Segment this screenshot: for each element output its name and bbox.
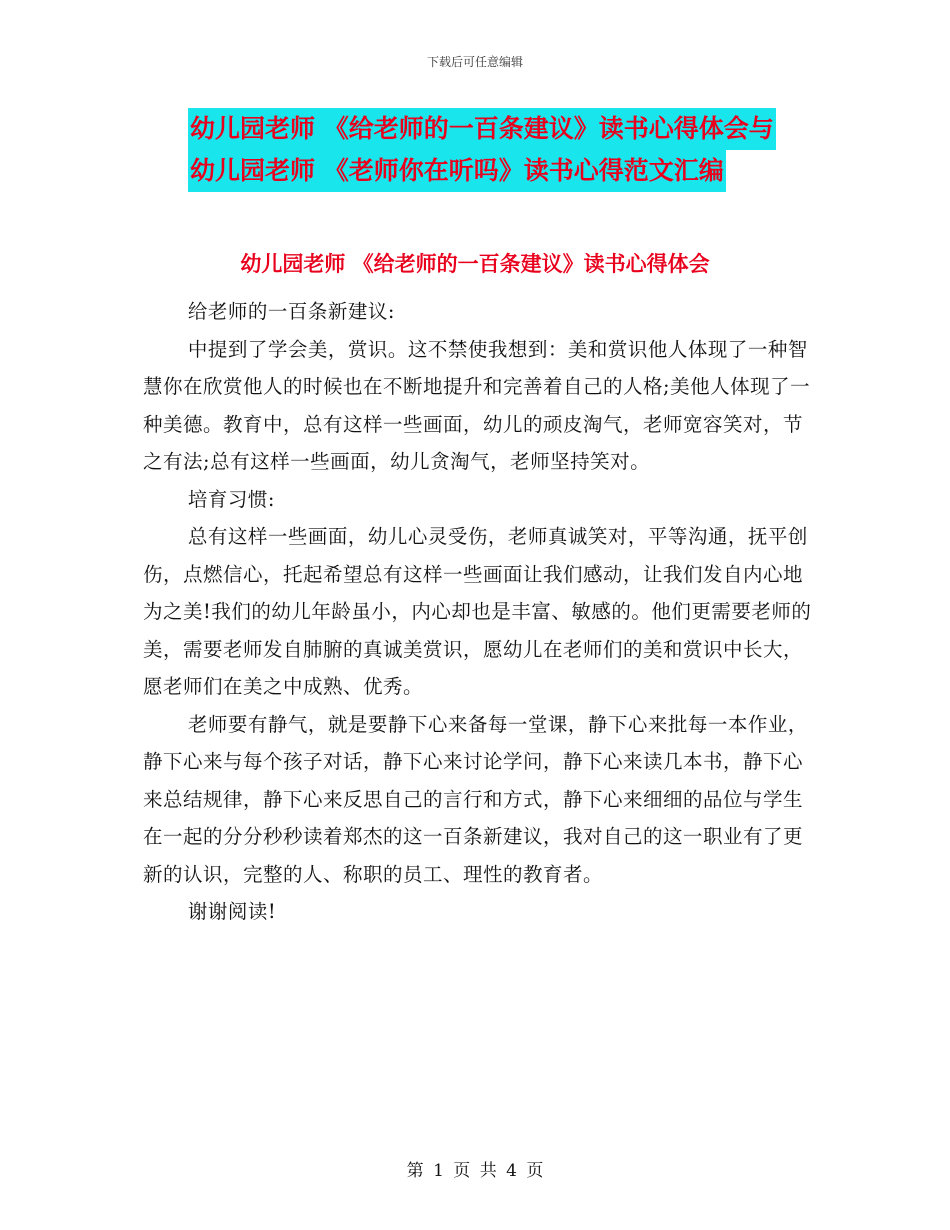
paragraph: 老师要有静气，就是要静下心来备每一堂课，静下心来批每一本作业，静下心来与每个孩子对话，静下心来讨论学问，静下心来读几本书，静下心来总结规律，静下心来反思自己的言行和方式，静下心来细细的品位与学生在一起的分分秒秒读着郑杰的这一百条新建议，我对自己的这一职业有了更新的认识，完整的人、称职的员工、理性的教育者。 [143, 712, 808, 886]
paragraph: 培育习惯: [187, 487, 275, 511]
main-title-line-2: 幼儿园老师 《老师你在听吗》读书心得范文汇编 [188, 150, 726, 192]
paragraph: 中提到了学会美，赏识。这不禁使我想到：美和赏识他人体现了一种智慧你在欣赏他人的时候也在不断地提升和完善着自己的人格;美他人体现了一种美德。教育中，总有这样一些画面，幼儿的顽皮淘气，老师宽容笑对，节之有法;总有这样一些画面，幼儿贪淘气，老师坚持笑对。 [143, 337, 811, 473]
header-note: 下载后可任意编辑 [426, 55, 523, 69]
paragraph: 给老师的一百条新建议: [187, 300, 395, 323]
paragraph: 总有这样一些画面，幼儿心灵受伤，老师真诚笑对，平等沟通，抚平创伤，点燃信心，托起希望总有这样一些画面让我们感动，让我们发自内心地为之美!我们的幼儿年龄虽小，内心却也是丰富、敏感的。他们更需要老师的美，需要老师发自肺腑的真诚美赏识，愿幼儿在老师们的美和赏识中长大，愿老师们在美之中成熟、优秀。 [143, 525, 812, 698]
main-title [188, 108, 828, 192]
body-text [143, 293, 815, 931]
section-title: 幼儿园老师 《给老师的一百条建议》读书心得体会 [240, 252, 710, 276]
page-footer: 第 1 页 共 4 页 [406, 1161, 544, 1181]
paragraph: 谢谢阅读! [187, 900, 277, 923]
main-title-line-1: 幼儿园老师 《给老师的一百条建议》读书心得体会与 [188, 108, 776, 150]
